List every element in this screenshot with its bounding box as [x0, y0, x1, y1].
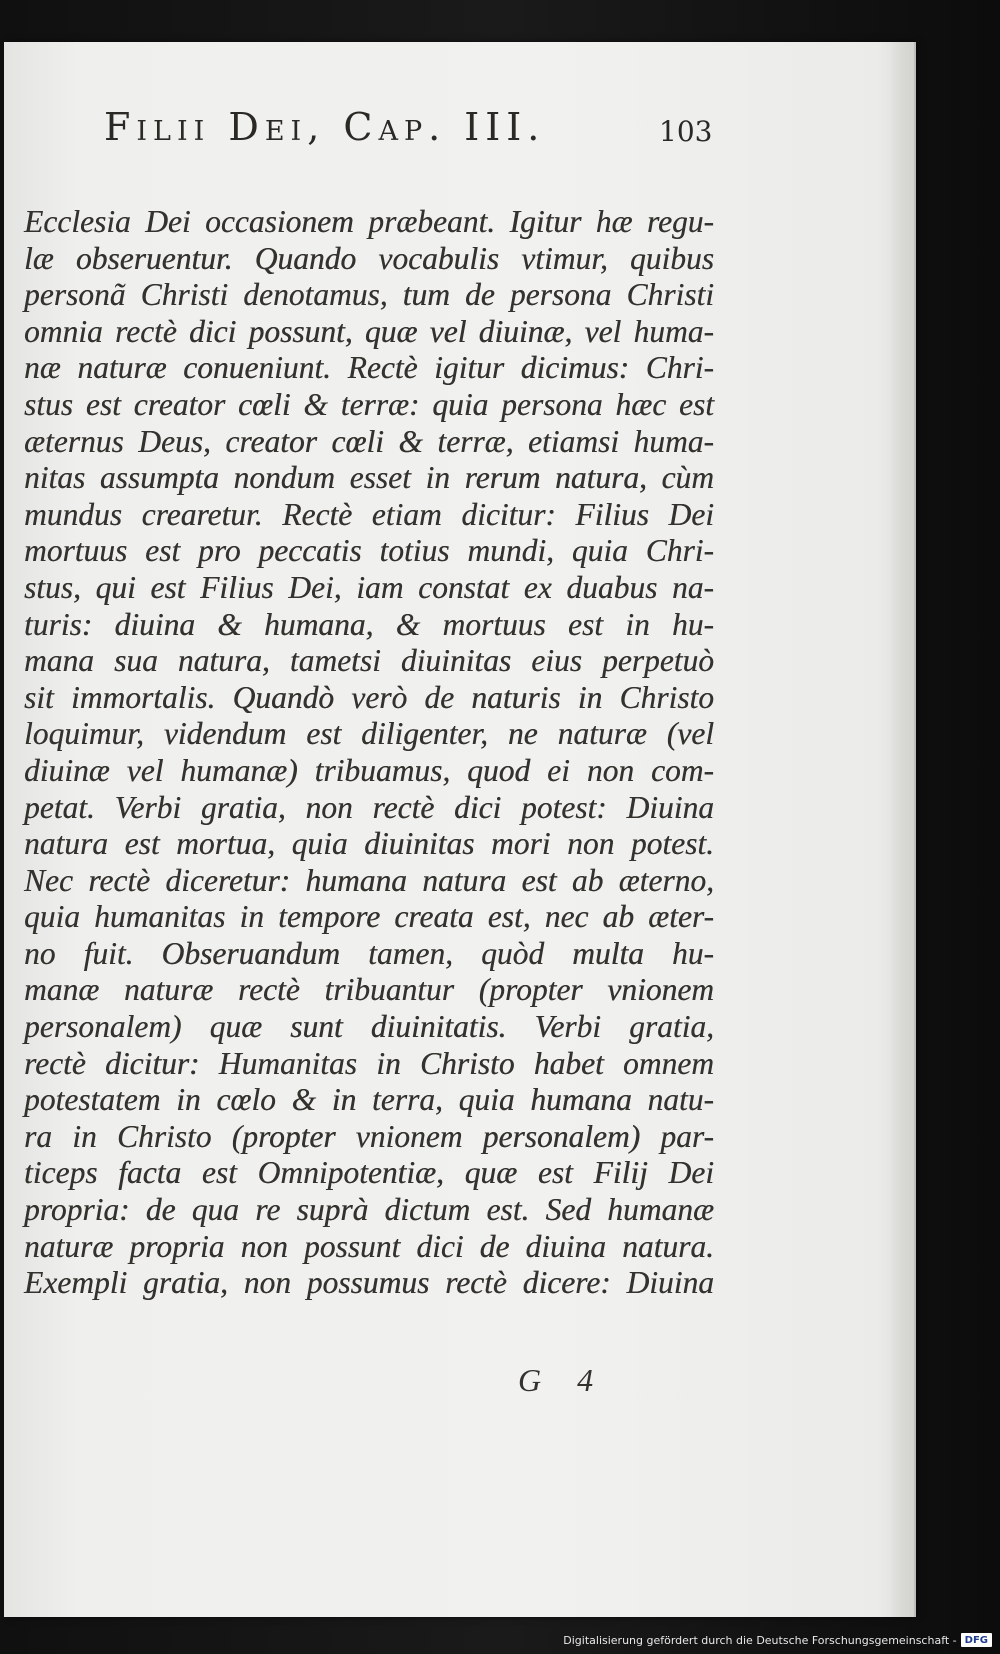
page-number: 103 — [659, 115, 713, 148]
page-header — [104, 105, 724, 161]
text-line: mundus crearetur. Rectè etiam dicitur: Filius Dei — [24, 496, 714, 532]
text-line: ticeps facta est Omnipotentiæ, quæ est Filij Dei — [24, 1155, 714, 1191]
text-line: Exempli gratia, non possumus rectè dicere: Diuina — [24, 1265, 714, 1301]
text-line: diuinæ vel humanæ) tribuamus, quod ei non com- — [24, 752, 714, 788]
dfg-logo-icon: DFG — [961, 1633, 992, 1647]
text-line: Ecclesia Dei occasionem præbeant. Igitur hæ regu- — [24, 204, 714, 239]
text-line: no fuit. Obseruandum tamen, quòd multa hu- — [24, 935, 714, 971]
text-line: petat. Verbi gratia, non rectè dici potest: Diuina — [24, 789, 714, 825]
text-line: propria: de qua re suprà dictum est. Sed humanæ — [24, 1192, 714, 1228]
text-line: naturæ propria non possunt dici de diuina natura. — [24, 1228, 714, 1264]
text-line: natura est mortua, quia diuinitas mori non potest. — [24, 826, 714, 862]
text-line: manæ naturæ rectè tribuantur (propter vnionem — [24, 972, 714, 1008]
text-line: Nec rectè diceretur: humana natura est ab æterno, — [24, 862, 714, 898]
text-line: læ obseruentur. Quando vocabulis vtimur, quibus — [24, 240, 714, 276]
digitization-credit — [563, 1630, 992, 1650]
text-line: personã Christi denotamus, tum de persona Christi — [24, 277, 714, 313]
text-line: potestatem in cœlo & in terra, quia humana natu- — [24, 1082, 714, 1118]
text-line: stus, qui est Filius Dei, iam constat ex duabus na- — [24, 569, 714, 605]
text-line: personalem) quæ sunt diuinitatis. Verbi gratia, — [24, 1009, 714, 1045]
text-line: rectè dicitur: Humanitas in Christo habet omnem — [24, 1045, 714, 1081]
text-line: loquimur, videndum est diligenter, ne naturæ (vel — [24, 716, 714, 752]
text-line: mortuus est pro peccatis totius mundi, quia Chri- — [24, 533, 714, 569]
body-text — [24, 204, 714, 1302]
signature-mark: G 4 — [518, 1362, 608, 1398]
text-line: æternus Deus, creator cœli & terræ, etiamsi huma- — [24, 423, 714, 459]
text-line: nitas assumpta nondum esset in rerum natura, cùm — [24, 460, 714, 496]
text-line: stus est creator cœli & terræ: quia persona hæc est — [24, 386, 714, 422]
running-title: Filii Dei, Cap. III. — [104, 105, 546, 149]
text-line: sit immortalis. Quandò verò de naturis in Christo — [24, 679, 714, 715]
text-line: ra in Christo (propter vnionem personalem) par- — [24, 1118, 714, 1154]
text-line: turis: diuina & humana, & mortuus est in hu- — [24, 606, 714, 642]
credit-text: Digitalisierung gefördert durch die Deutsche Forschungsgemeinschaft - — [563, 1633, 957, 1647]
page-edge — [890, 42, 914, 1617]
book-page — [4, 42, 914, 1617]
text-line: omnia rectè dici possunt, quæ vel diuinæ, vel huma- — [24, 313, 714, 349]
text-line: mana sua natura, tametsi diuinitas eius perpetuò — [24, 643, 714, 679]
text-line: næ naturæ conueniunt. Rectè igitur dicimus: Chri- — [24, 350, 714, 386]
text-line: quia humanitas in tempore creata est, nec ab æter- — [24, 899, 714, 935]
